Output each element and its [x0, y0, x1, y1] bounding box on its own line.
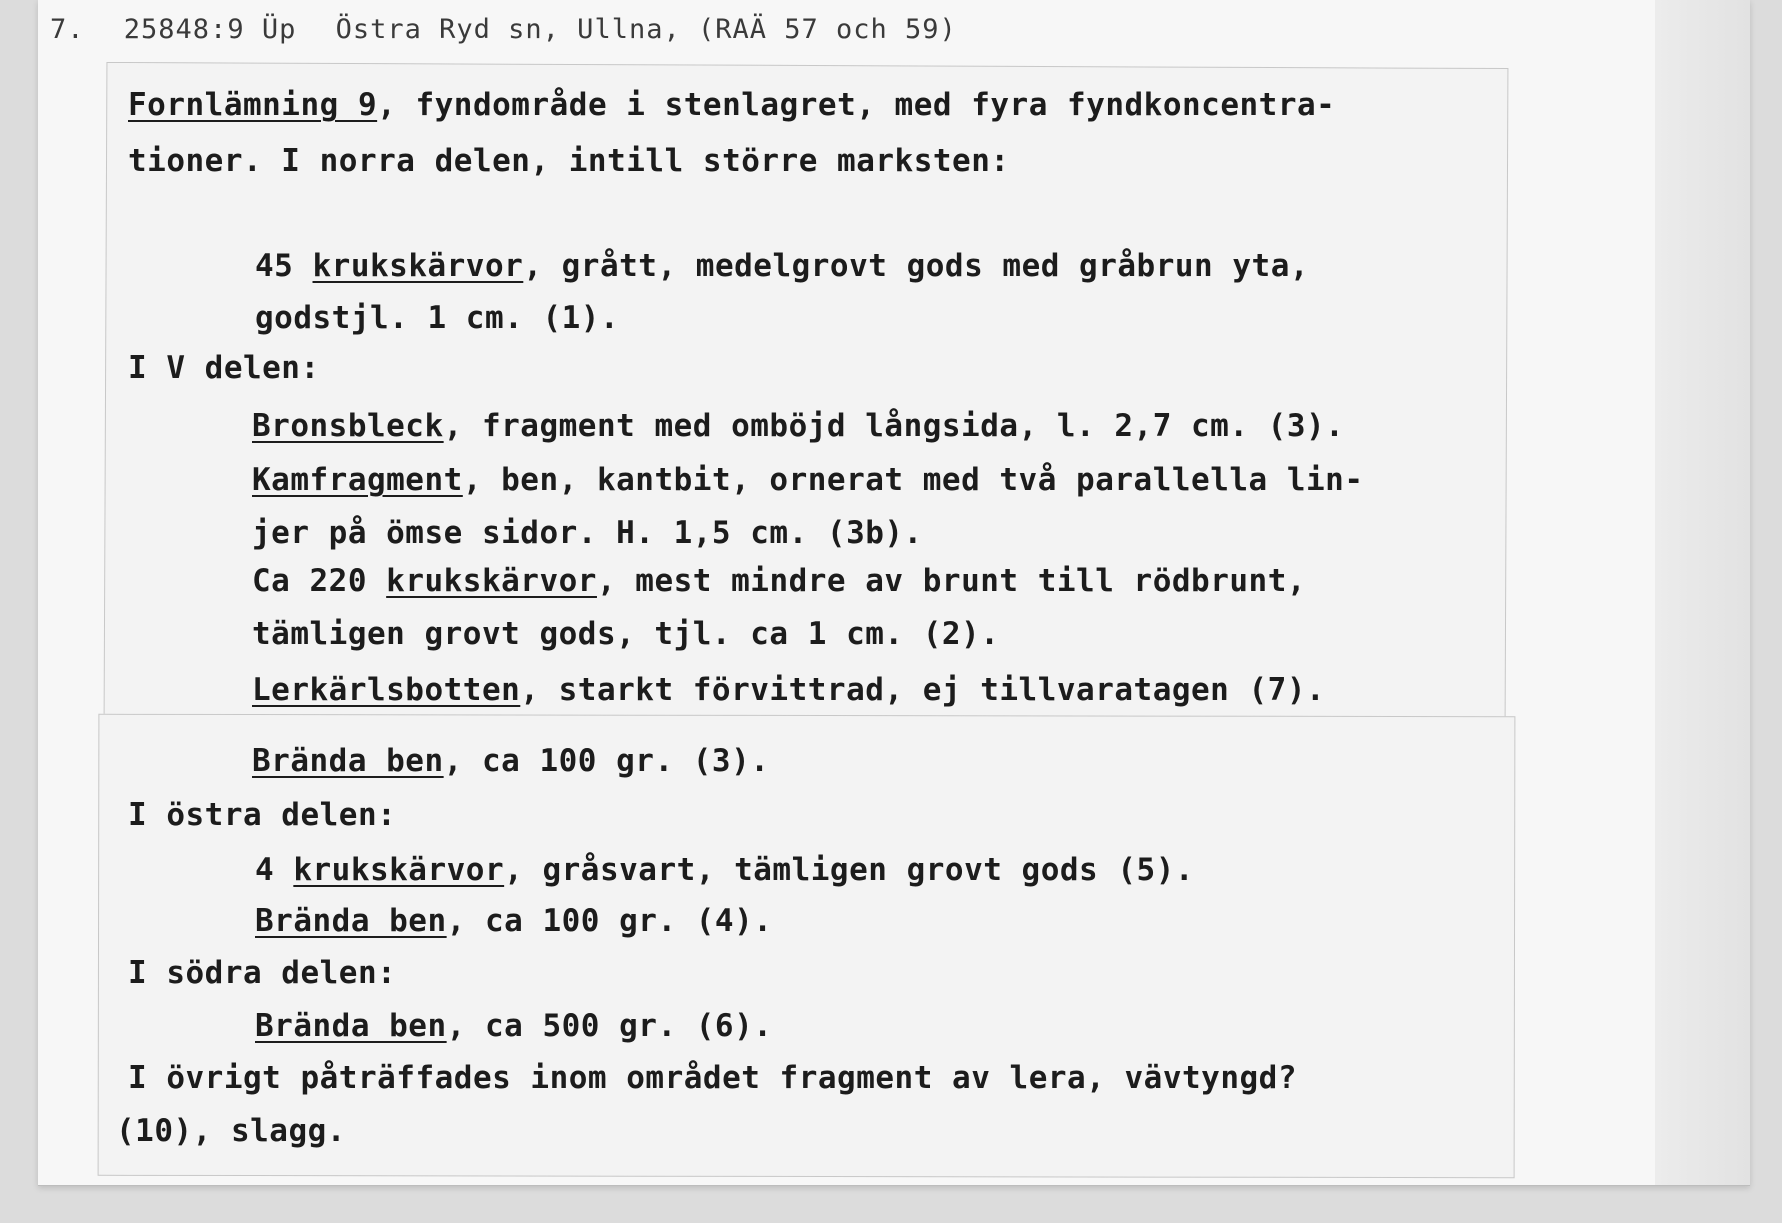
text-segment: , mest mindre av brunt till rödbrunt, — [596, 563, 1307, 599]
underlined-term: krukskärvor — [293, 852, 505, 888]
text-segment: I södra delen: — [128, 955, 397, 991]
text-segment: , gråsvart, tämligen grovt gods (5). — [504, 852, 1195, 888]
text-segment: godstjl. 1 cm. (1). — [255, 300, 620, 336]
underlined-term: Fornlämning 9 — [128, 87, 378, 123]
underlined-term: krukskärvor — [312, 248, 524, 284]
text-segment: I östra delen: — [128, 797, 397, 833]
text-segment: 45 — [255, 248, 313, 284]
text-line — [255, 248, 1309, 284]
text-line — [255, 903, 772, 939]
pasted-slip-lower — [98, 714, 1516, 1178]
text-segment: (10), slagg. — [116, 1113, 346, 1149]
text-segment: tämligen grovt gods, tjl. ca 1 cm. (2). — [252, 616, 1000, 652]
catalog-number: 25848:9 Üp — [123, 14, 297, 45]
text-line — [255, 1008, 772, 1044]
text-segment: , fragment med omböjd långsida, l. 2,7 cm. (3). — [443, 408, 1345, 444]
text-line — [128, 955, 396, 991]
text-line — [252, 563, 1306, 599]
underlined-term: Brända ben — [255, 903, 447, 939]
text-segment: tioner. I norra delen, intill större marksten: — [128, 143, 1010, 179]
text-line — [128, 1060, 1297, 1096]
text-line — [116, 1113, 346, 1149]
text-segment: I övrigt påträffades inom området fragment av lera, vävtyngd? — [128, 1060, 1297, 1096]
underlined-term: Lerkärlsbotten — [252, 672, 521, 708]
entry-number: 7. — [50, 14, 85, 45]
underlined-term: Kamfragment — [252, 462, 463, 498]
text-line — [128, 797, 396, 833]
text-segment: , starkt förvittrad, ej tillvaratagen (7). — [520, 672, 1326, 708]
text-segment: , ca 100 gr. (3). — [443, 743, 770, 779]
card-header — [50, 14, 979, 45]
text-segment: 4 — [255, 852, 294, 888]
text-line — [128, 143, 1010, 179]
text-line — [128, 87, 1335, 123]
underlined-term: krukskärvor — [386, 563, 597, 599]
text-line — [255, 852, 1194, 888]
underlined-term: Brända ben — [255, 1008, 447, 1044]
text-line — [128, 350, 320, 386]
text-line — [252, 743, 769, 779]
text-segment: jer på ömse sidor. H. 1,5 cm. (3b). — [252, 515, 923, 551]
text-line — [252, 462, 1364, 498]
text-segment: , ca 100 gr. (4). — [446, 903, 773, 939]
text-line — [252, 616, 999, 652]
text-segment: Ca 220 — [252, 563, 387, 599]
text-segment: , grått, medelgrovt gods med gråbrun yta, — [523, 248, 1310, 284]
text-segment: , ca 500 gr. (6). — [446, 1008, 773, 1044]
underlined-term: Bronsbleck — [252, 408, 444, 444]
text-segment: I V delen: — [128, 350, 320, 386]
text-line — [252, 672, 1325, 708]
text-segment: , ben, kantbit, ornerat med två parallella lin- — [462, 462, 1364, 498]
text-segment: , fyndområde i stenlagret, med fyra fyndkoncentra- — [377, 87, 1336, 123]
site-location: Östra Ryd sn, Ullna, (RAÄ 57 och 59) — [335, 14, 957, 45]
card-edge-shade — [1655, 0, 1750, 1185]
text-line — [252, 408, 1344, 444]
underlined-term: Brända ben — [252, 743, 444, 779]
text-line — [252, 515, 923, 551]
text-line — [255, 300, 619, 336]
